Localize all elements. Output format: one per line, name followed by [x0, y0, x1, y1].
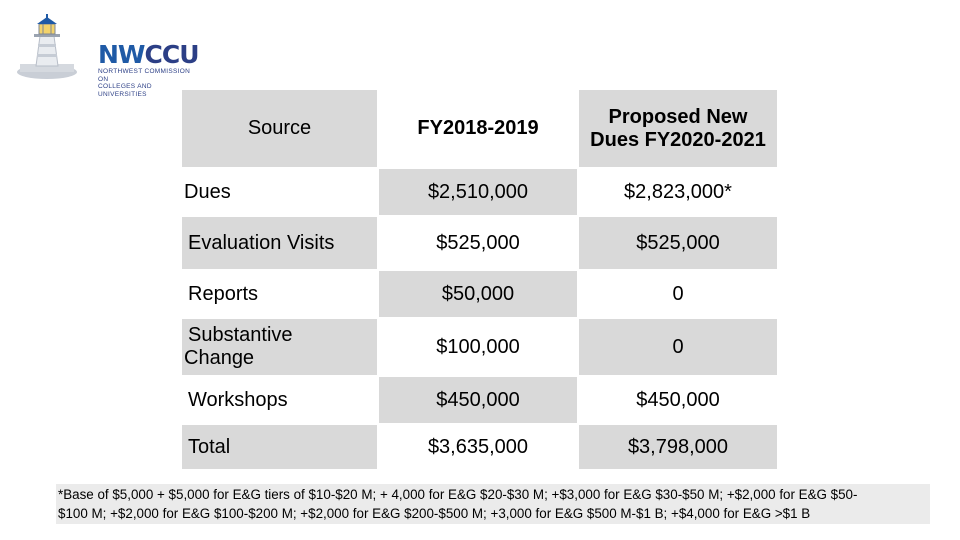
header-proposed: Proposed New Dues FY2020-2021: [578, 90, 778, 168]
table-row: [182, 318, 778, 376]
header-source: Source: [182, 90, 378, 168]
table-row: [182, 424, 778, 470]
footnote: [56, 484, 930, 524]
row-fy2020-value: $525,000: [578, 216, 778, 270]
row-fy2018-value: $50,000: [378, 270, 578, 318]
header-fy2018: FY2018-2019: [378, 90, 578, 168]
row-fy2020-value: 0: [578, 270, 778, 318]
table-row: [182, 376, 778, 424]
logo-subtitle-line1: NORTHWEST COMMISSION ON: [98, 68, 191, 83]
row-fy2018-value: $100,000: [378, 318, 578, 376]
row-label: Dues: [182, 168, 378, 216]
row-label: Total: [182, 424, 378, 470]
footnote-line2: $100 M; +$2,000 for E&G $100-$200 M; +$2,000 for E&G $200-$500 M; +3,000 for E&G $500 M-$1 B; +$4,000 for E&G >$1 B: [58, 506, 811, 521]
table-row: [182, 216, 778, 270]
nwccu-logo: [16, 14, 199, 98]
row-label: Reports: [182, 270, 378, 318]
row-fy2018-value: $2,510,000: [378, 168, 578, 216]
footnote-line1: *Base of $5,000 + $5,000 for E&G tiers of $10-$20 M; + 4,000 for E&G $20-$30 M; +$3,000 for E&G $30-$50 M; +$2,000 for E&G $50-: [58, 487, 858, 502]
row-fy2020-value: $450,000: [578, 376, 778, 424]
logo-subtitle-line2: COLLEGES AND UNIVERSITIES: [98, 83, 152, 98]
row-label: Substantive Change: [182, 318, 378, 376]
row-fy2020-value: $2,823,000*: [578, 168, 778, 216]
row-fy2020-value: 0: [578, 318, 778, 376]
row-fy2018-value: $525,000: [378, 216, 578, 270]
row-label: Evaluation Visits: [182, 216, 378, 270]
row-fy2018-value: $450,000: [378, 376, 578, 424]
row-label: Workshops: [182, 376, 378, 424]
lighthouse-icon: [16, 14, 78, 80]
row-fy2020-value: $3,798,000: [578, 424, 778, 470]
table-row: [182, 270, 778, 318]
row-fy2018-value: $3,635,000: [378, 424, 578, 470]
table-row: [182, 168, 778, 216]
dues-table: [182, 90, 779, 471]
logo-name: NWCCU: [98, 40, 199, 69]
table-header-row: [182, 90, 778, 168]
